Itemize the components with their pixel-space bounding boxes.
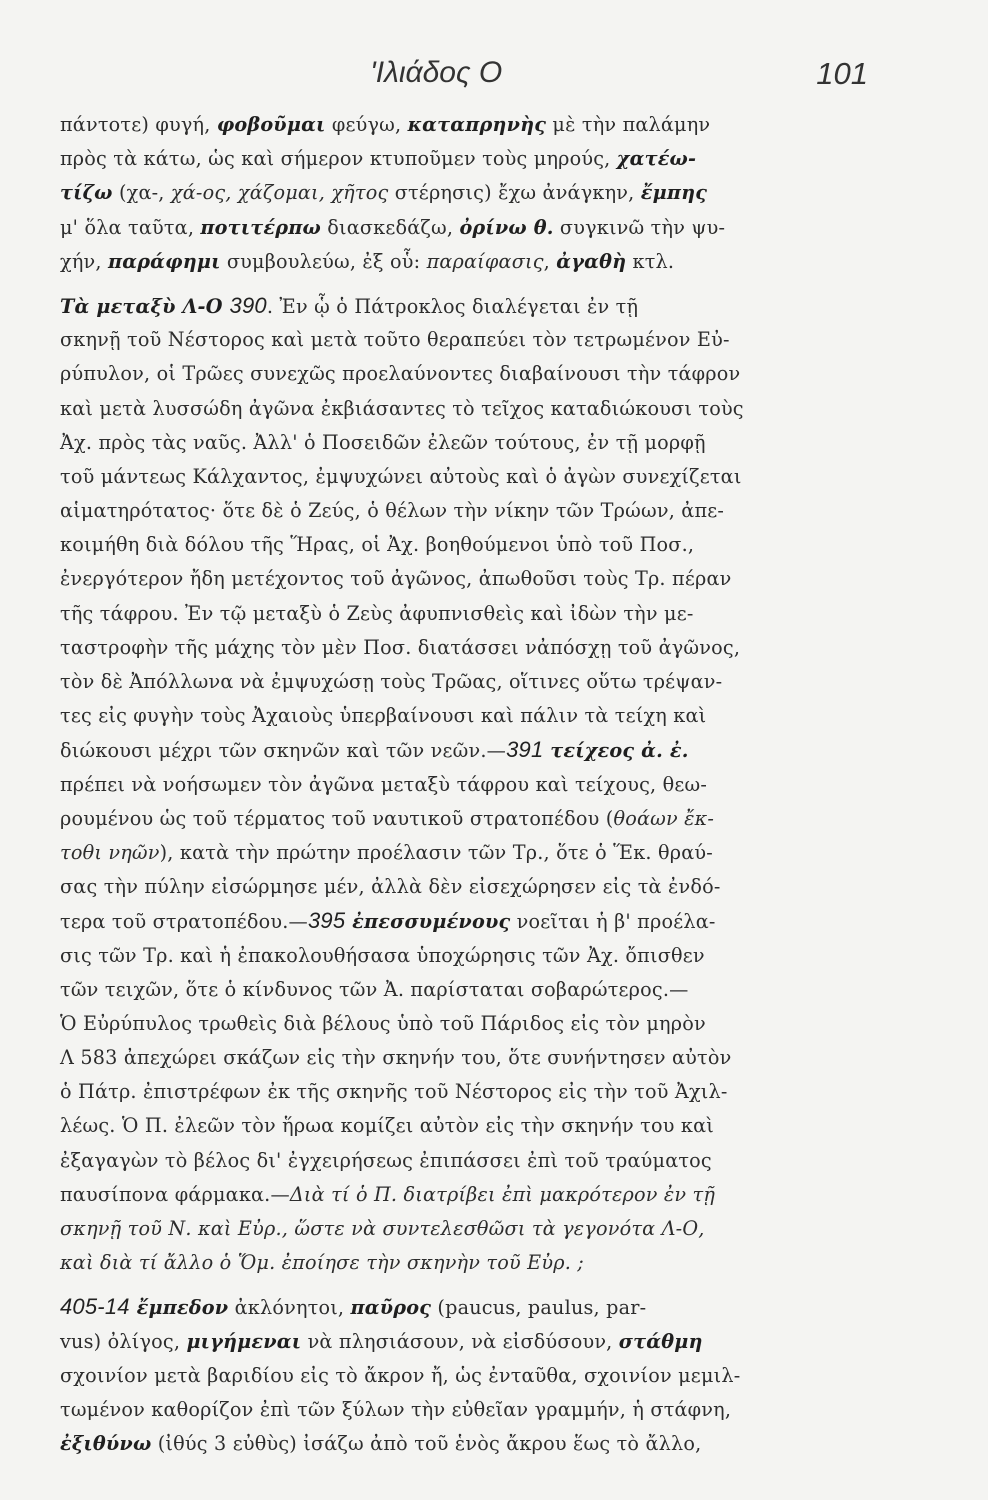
text-segment: σκηνῇ τοῦ Νέστορος καὶ μετὰ τοῦτο θεραπεύει τὸν τετρωμένον Εὐ- xyxy=(60,328,730,352)
text-segment: παραίφασις xyxy=(426,249,544,273)
text-line xyxy=(60,108,890,142)
lemma: στάθμη xyxy=(618,1329,703,1353)
text-segment: πρέπει νὰ νοήσωμεν τὸν ἀγῶνα μεταξὺ τάφρου καὶ τείχους, θεω- xyxy=(60,772,708,796)
text-segment: τωμένον καθορίζον ἐπὶ τῶν ξύλων τὴν εὐθεῖαν γραμμήν, ἡ στάφνη, xyxy=(60,1397,732,1421)
text-line xyxy=(60,245,890,279)
text-segment: διώκουσι μέχρι τῶν σκηνῶν καὶ τῶν νεῶν.— xyxy=(60,739,507,763)
text-segment: τερα τοῦ στρατοπέδου.— xyxy=(60,910,308,934)
text-line xyxy=(60,665,890,699)
lemma: ποτιτέρπω xyxy=(200,215,321,239)
text-line xyxy=(60,142,890,176)
text-line xyxy=(60,357,890,391)
text-line xyxy=(60,904,890,938)
text-segment: παυσίπονα φάρμακα.— xyxy=(60,1182,290,1206)
text-segment: ἐξαγαγὼν τὸ βέλος δι' ἐγχειρήσεως ἐπιπάσσει ἐπὶ τοῦ τραύματος xyxy=(60,1148,712,1172)
lemma: ἐπεσσυμένους xyxy=(345,910,511,934)
text-segment: χά-ος, χάζομαι, χῆτος xyxy=(170,181,389,205)
text-line xyxy=(60,699,890,733)
text-segment: στέρησις) ἔχω ἀνάγκην, xyxy=(388,181,641,205)
text-line xyxy=(60,1075,890,1109)
text-segment: τοθι νηῶν xyxy=(60,840,160,864)
text-line xyxy=(60,768,890,802)
text-segment: σας τὴν πύλην εἰσώρμησε μέν, ἀλλὰ δὲν εἰσεχώρησεν εἰς τὰ ἐνδό- xyxy=(60,875,721,899)
lemma: ἐξιθύνω xyxy=(60,1432,152,1456)
text-line xyxy=(60,1325,890,1359)
text-segment: πάντοτε) φυγή, xyxy=(60,113,217,136)
text-line xyxy=(60,289,890,323)
lemma: ἀγαθὴ xyxy=(556,249,627,273)
text-segment: ρύπυλον, οἱ Τρῶες συνεχῶς προελαύνοντες διαβαίνουσι τὴν τάφρον xyxy=(60,362,741,386)
line-reference: 395 xyxy=(307,908,346,934)
text-segment: συμβουλεύω, ἐξ οὗ: xyxy=(220,249,427,273)
lemma: παράφημι xyxy=(108,249,221,273)
text-segment: πρὸς τὰ κάτω, ὡς καὶ σήμερον κτυποῦμεν τοὺς μηρούς, xyxy=(60,147,617,171)
text-segment: καὶ μετὰ λυσσώδη ἀγῶνα ἐκβιάσαντες τὸ τεῖχος καταδιώκουσι τοὺς xyxy=(60,396,744,420)
page-number: 101 xyxy=(816,56,868,91)
text-line xyxy=(60,392,890,426)
line-reference: 390 xyxy=(229,292,267,318)
text-line xyxy=(60,494,890,528)
text-segment: κοιμήθη διὰ δόλου τῆς Ἥρας, οἱ Ἀχ. βοηθούμενοι ὑπὸ τοῦ Ποσ., xyxy=(60,533,695,557)
lemma: παῦρος xyxy=(350,1296,432,1320)
text-segment: Διὰ τί ὁ Π. διατρίβει ἐπὶ μακρότερον ἐν τῇ xyxy=(289,1182,716,1206)
running-title: 'Ιλιάδος Ο xyxy=(370,56,503,89)
text-segment: ὁ Πάτρ. ἐπιστρέφων ἐκ τῆς σκηνῆς τοῦ Νέστορος εἰς τὴν τοῦ Ἀχιλ- xyxy=(60,1080,728,1104)
text-segment: (paucus, paulus, par- xyxy=(431,1296,647,1320)
text-line xyxy=(60,1212,890,1246)
line-reference: 405-14 xyxy=(60,1294,130,1320)
text-segment: χήν, xyxy=(60,249,108,273)
lemma: ἔμπεδον xyxy=(129,1296,229,1320)
text-segment: τὸν δὲ Ἀπόλλωνα νὰ ἐμψυχώσῃ τοὺς Τρῶας, οἵτινες οὕτω τρέψαν- xyxy=(60,670,723,693)
text-line xyxy=(60,1393,890,1427)
lemma: τίζω xyxy=(60,181,113,205)
text-line xyxy=(60,1178,890,1212)
text-segment: φεύγω, xyxy=(325,113,408,136)
text-segment: τῶν τειχῶν, ὅτε ὁ κίνδυνος τῶν Ἀ. παρίσταται σοβαρώτερος.— xyxy=(60,977,689,1001)
text-segment: . Ἐν ᾧ ὁ Πάτροκλος διαλέγεται ἐν τῇ xyxy=(266,294,639,318)
text-segment: Λ 583 ἀπεχώρει σκάζων εἰς τὴν σκηνήν του, ὅτε συνήντησεν αὐτὸν xyxy=(60,1046,732,1070)
lemma: μιγήμεναι xyxy=(186,1329,302,1353)
text-line xyxy=(60,973,890,1007)
text-segment: ἀκλόνητοι, xyxy=(228,1296,351,1320)
text-segment: Ἀχ. πρὸς τὰς ναῦς. Ἀλλ' ὁ Ποσειδῶν ἐλεῶν τούτους, ἐν τῇ μορφῇ xyxy=(60,430,706,454)
text-line xyxy=(60,426,890,460)
text-segment: σχοινίον μετὰ βαριδίου εἰς τὸ ἄκρον ἤ, ὡς ἐνταῦθα, σχοινίον μεμιλ- xyxy=(60,1363,741,1387)
text-line xyxy=(60,939,890,973)
commentary-text xyxy=(60,108,890,1461)
text-segment: αἱματηρότατος· ὅτε δὲ ὁ Ζεύς, ὁ θέλων τὴν νίκην τῶν Τρώων, ἀπε- xyxy=(60,499,725,523)
text-segment: ), κατὰ τὴν πρώτην προέλασιν τῶν Τρ., ὅτε ὁ Ἕκ. θραύ- xyxy=(159,840,713,864)
lemma: ἔμπης xyxy=(640,181,708,205)
text-line xyxy=(60,176,890,210)
text-segment: τοῦ μάντεως Κάλχαντος, ἐμψυχώνει αὐτοὺς καὶ ὁ ἀγὼν συνεχίζεται xyxy=(60,464,742,488)
text-segment: νοεῖται ἡ β' προέλα- xyxy=(510,910,716,934)
text-segment: ταστροφὴν τῆς μάχης τὸν μὲν Ποσ. διατάσσει νἀπόσχῃ τοῦ ἀγῶνος, xyxy=(60,635,741,659)
lemma: ὀρίνω θ. xyxy=(459,215,554,239)
text-segment: τες εἰς φυγὴν τοὺς Ἀχαιοὺς ὑπερβαίνουσι καὶ πάλιν τὰ τείχη καὶ xyxy=(60,704,707,728)
text-segment: , xyxy=(543,249,557,273)
text-segment: μὲ τὴν παλάμην xyxy=(546,113,711,136)
text-line xyxy=(60,802,890,836)
text-line xyxy=(60,1007,890,1041)
text-segment: συγκινῶ τὴν ψυ- xyxy=(553,215,726,239)
text-segment: (χα-, xyxy=(112,181,171,205)
lemma: καταπρηνὴς xyxy=(407,113,547,136)
text-line xyxy=(60,836,890,870)
text-line xyxy=(60,1144,890,1178)
line-reference: 391 xyxy=(506,737,544,763)
text-line xyxy=(60,1359,890,1393)
text-segment: νὰ πλησιάσουν, νὰ εἰσδύσουν, xyxy=(301,1329,619,1353)
book-page xyxy=(60,52,890,1456)
text-segment: vus) ὀλίγος, xyxy=(60,1329,187,1353)
text-segment: μ' ὅλα ταῦτα, xyxy=(60,215,201,239)
text-line xyxy=(60,1246,890,1280)
lemma: χατέω- xyxy=(616,147,697,171)
lemma: τείχεος ἀ. ἐ. xyxy=(543,739,689,763)
text-segment: διασκεδάζω, xyxy=(320,215,460,239)
text-line xyxy=(60,631,890,665)
text-line xyxy=(60,597,890,631)
text-line xyxy=(60,1427,890,1461)
text-line xyxy=(60,460,890,494)
text-segment: λέως. Ὁ Π. ἐλεῶν τὸν ἥρωα κομίζει αὐτὸν εἰς τὴν σκηνήν του καὶ xyxy=(60,1114,714,1138)
text-line xyxy=(60,528,890,562)
text-line xyxy=(60,323,890,357)
lemma: Τὰ μεταξὺ Λ-Ο xyxy=(60,294,230,318)
text-segment: ἐνεργότερον ἤδη μετέχοντος τοῦ ἀγῶνος, ἀπωθοῦσι τοὺς Τρ. πέραν xyxy=(60,567,732,591)
text-segment: τῆς τάφρου. Ἐν τῷ μεταξὺ ὁ Ζεὺς ἀφυπνισθεὶς καὶ ἰδὼν τὴν με- xyxy=(60,601,694,625)
text-segment: σις τῶν Τρ. καὶ ἡ ἐπακολουθήσασα ὑποχώρησις τῶν Ἀχ. ὄπισθεν xyxy=(60,943,705,967)
text-line xyxy=(60,1041,890,1075)
text-line xyxy=(60,562,890,596)
text-segment: καὶ διὰ τί ἄλλο ὁ Ὅμ. ἐποίησε τὴν σκηνὴν τοῦ Εὐρ. ; xyxy=(60,1251,584,1275)
text-line xyxy=(60,870,890,904)
text-line xyxy=(60,211,890,245)
lemma: φοβοῦμαι xyxy=(216,113,326,136)
text-segment: ρουμένου ὡς τοῦ τέρματος τοῦ ναυτικοῦ στρατοπέδου ( xyxy=(60,806,614,830)
text-segment: θοάων ἔκ- xyxy=(613,806,715,830)
text-segment: (ἰθύς 3 εὐθὺς) ἰσάζω ἀπὸ τοῦ ἑνὸς ἄκρου ἕως τὸ ἄλλο, xyxy=(151,1432,702,1456)
text-segment: κτλ. xyxy=(626,249,675,273)
text-segment: Ὁ Εὐρύπυλος τρωθεὶς διὰ βέλους ὑπὸ τοῦ Πάριδος εἰς τὸν μηρὸν xyxy=(60,1011,706,1035)
text-segment: σκηνῇ τοῦ Ν. καὶ Εὐρ., ὥστε νὰ συντελεσθῶσι τὰ γεγονότα Λ-Ο, xyxy=(60,1217,705,1240)
text-line xyxy=(60,733,890,767)
text-line xyxy=(60,1290,890,1324)
text-line xyxy=(60,1109,890,1143)
page-header xyxy=(60,52,890,104)
